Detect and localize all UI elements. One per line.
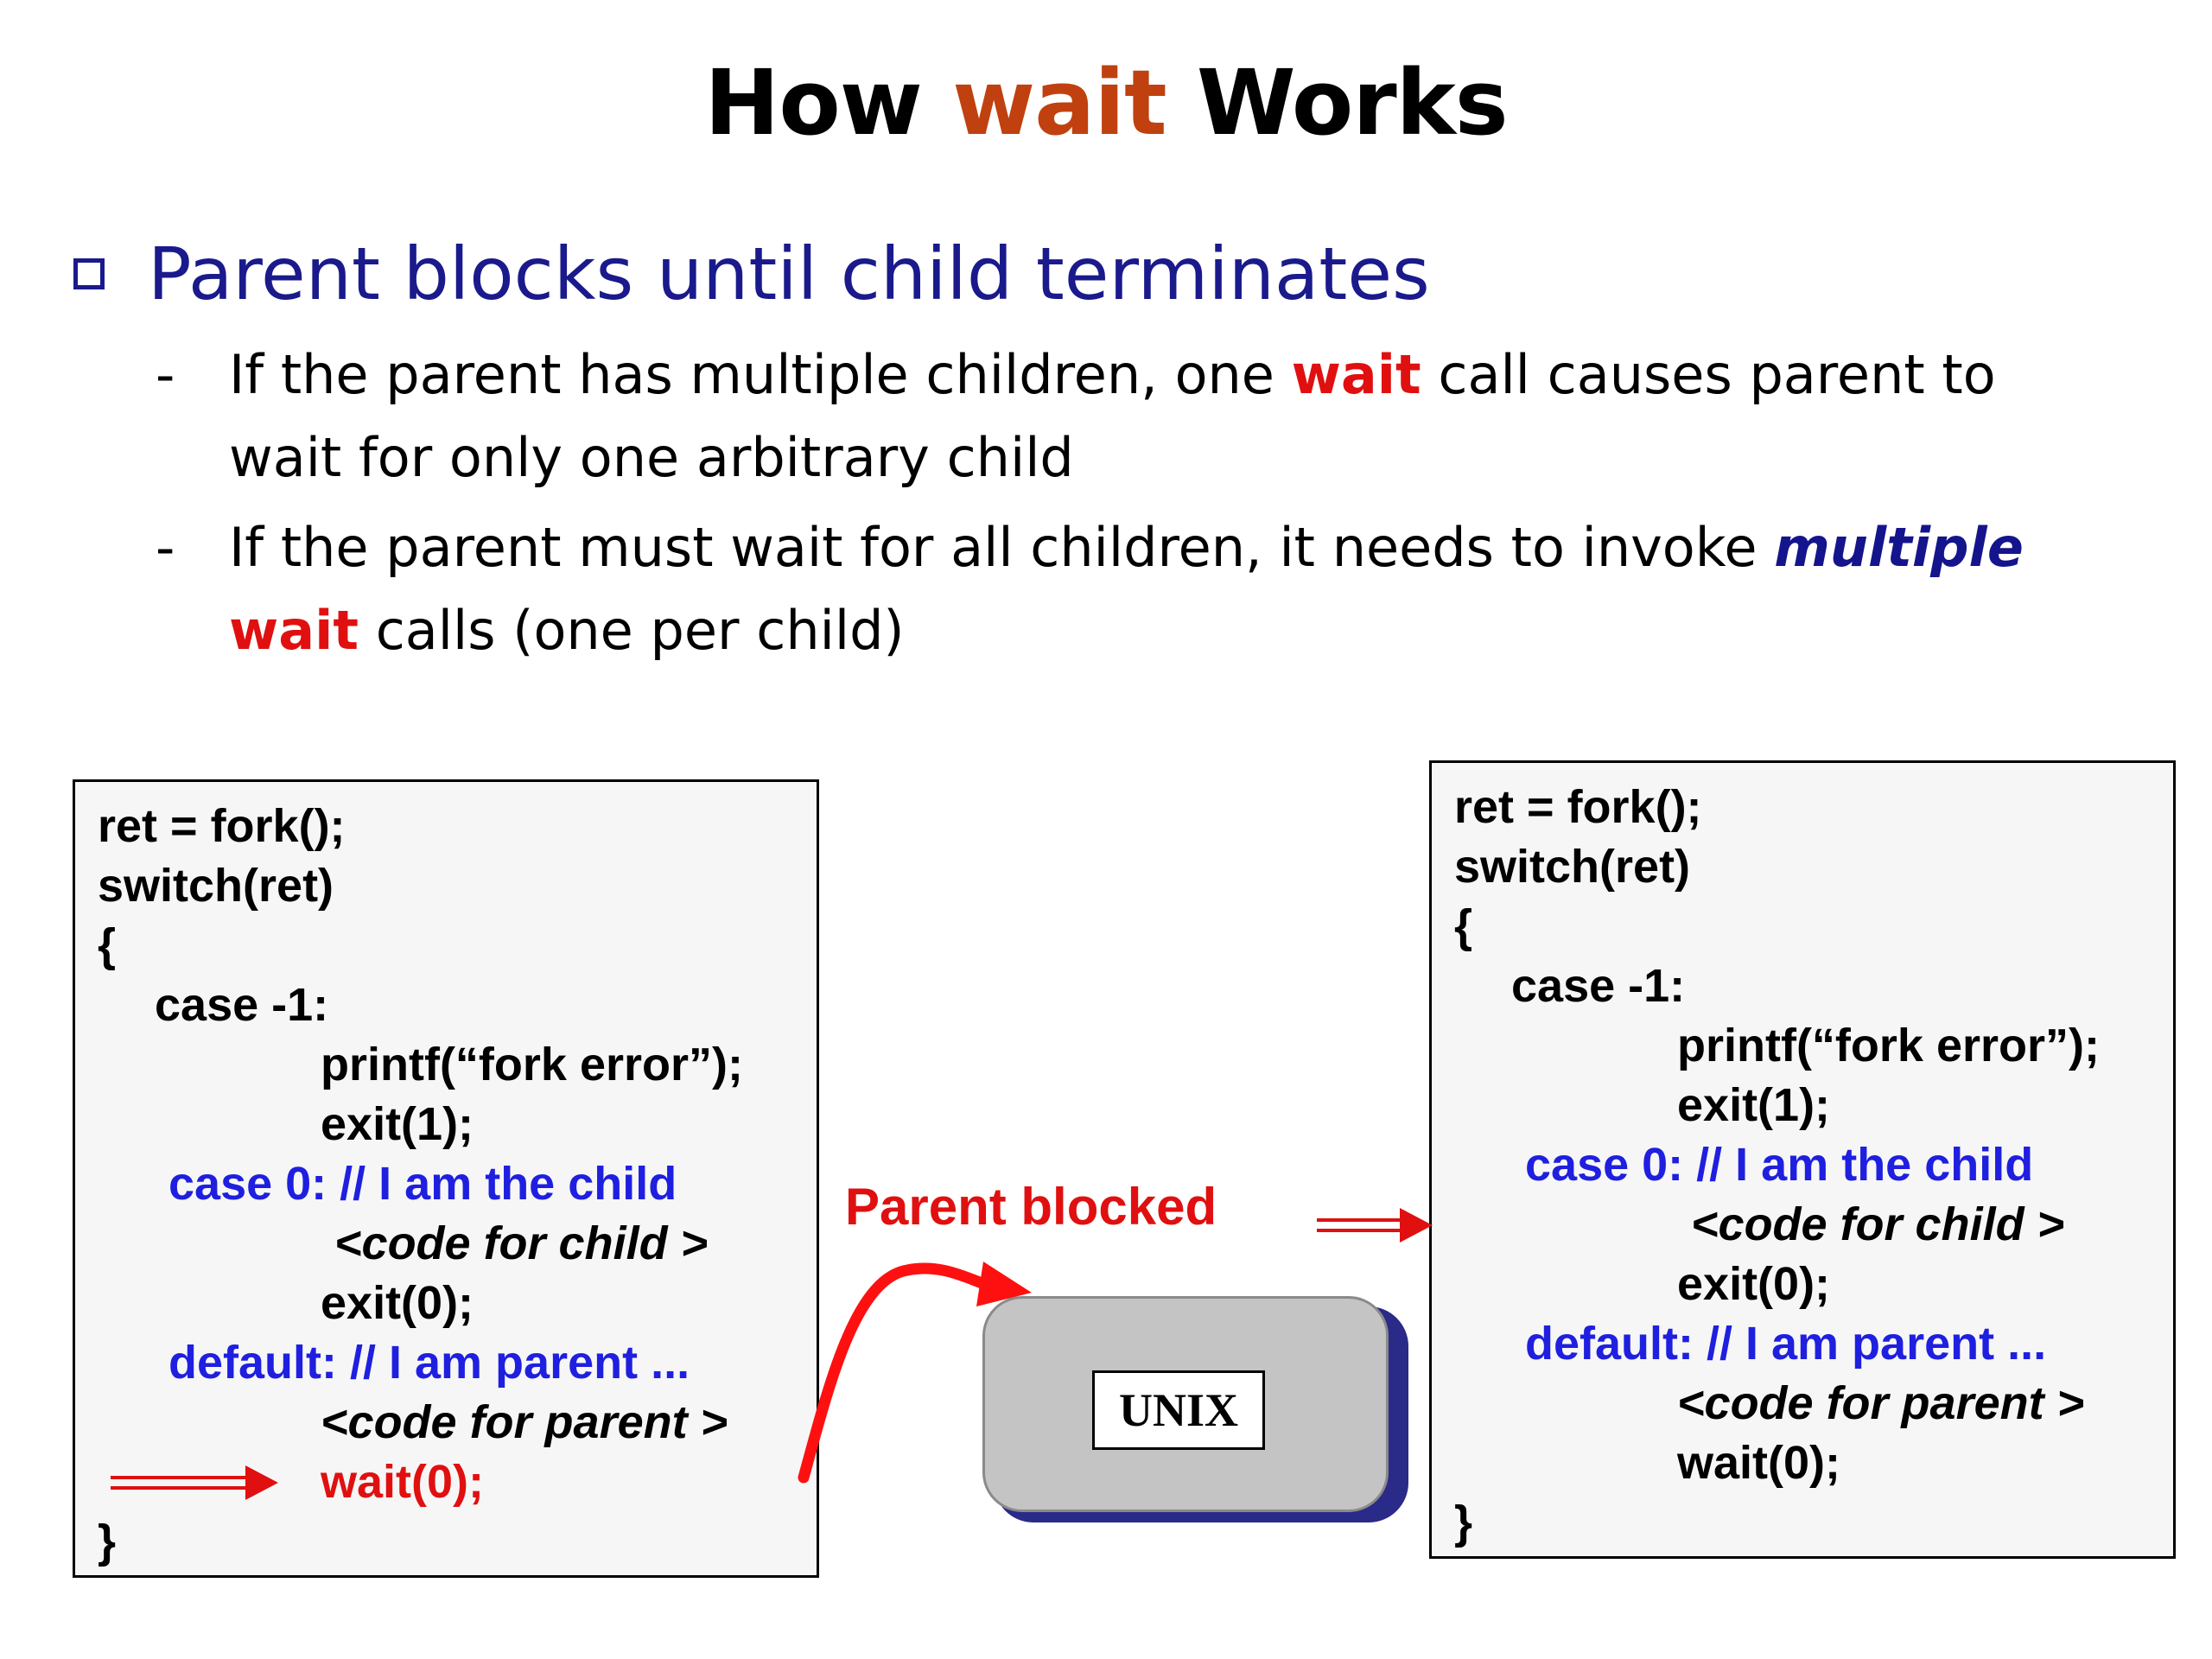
text-span: call causes parent to xyxy=(1421,343,1996,406)
code-line: <code for child > xyxy=(334,1217,709,1269)
code-line: <code for child > xyxy=(1691,1198,2065,1250)
current-line-arrow-left xyxy=(111,1465,278,1500)
title-suffix: Works xyxy=(1166,50,1508,156)
dash-marker: - xyxy=(156,516,175,579)
code-line-default-case: default: // I am parent ... xyxy=(168,1337,690,1389)
code-line: exit(0); xyxy=(1677,1258,1831,1310)
wait-keyword: wait xyxy=(229,599,359,662)
code-line-default-case: default: // I am parent ... xyxy=(1525,1318,2047,1370)
code-line: <code for parent > xyxy=(321,1396,728,1448)
code-line: { xyxy=(98,919,117,971)
multiple-emphasis: multiple xyxy=(1774,516,2024,579)
unix-label: UNIX xyxy=(1092,1370,1265,1450)
code-line: exit(1); xyxy=(1677,1079,1831,1131)
text-span: If the parent must wait for all children, it needs to invoke xyxy=(229,516,1775,579)
code-line: printf(“fork error”); xyxy=(1677,1020,2100,1071)
title-prefix: How xyxy=(704,50,953,156)
sub-bullet-1-line-2: wait for only one arbitrary child xyxy=(229,426,1074,489)
main-bullet-text: Parent blocks until child terminates xyxy=(148,232,1430,316)
dash-marker: - xyxy=(156,343,175,406)
code-line: case -1: xyxy=(155,979,329,1031)
code-line: } xyxy=(1454,1497,1473,1548)
code-line-child-case: case 0: // I am the child xyxy=(1525,1139,2034,1191)
code-line: <code for parent > xyxy=(1677,1377,2085,1429)
title-accent: wait xyxy=(952,50,1166,156)
text-span: calls (one per child) xyxy=(359,599,905,662)
code-line: exit(0); xyxy=(321,1277,474,1329)
code-line-child-case: case 0: // I am the child xyxy=(168,1158,677,1210)
wait-keyword: wait xyxy=(1291,343,1421,406)
code-line: case -1: xyxy=(1511,960,1686,1012)
code-line: switch(ret) xyxy=(1454,841,1691,893)
parent-blocked-label: Parent blocked xyxy=(845,1178,1217,1236)
syscall-curved-arrow xyxy=(804,1262,1032,1478)
code-line: { xyxy=(1454,900,1473,952)
code-line: wait(0); xyxy=(1677,1437,1840,1489)
code-line: switch(ret) xyxy=(98,860,334,912)
code-line: ret = fork(); xyxy=(98,800,346,852)
current-line-arrow-right xyxy=(1317,1208,1433,1243)
code-line: printf(“fork error”); xyxy=(321,1039,743,1090)
code-line: exit(1); xyxy=(321,1098,474,1150)
code-line: } xyxy=(98,1516,117,1567)
code-line: ret = fork(); xyxy=(1454,781,1702,833)
code-line-wait-current: wait(0); xyxy=(321,1456,484,1508)
text-span: If the parent has multiple children, one xyxy=(229,343,1292,406)
